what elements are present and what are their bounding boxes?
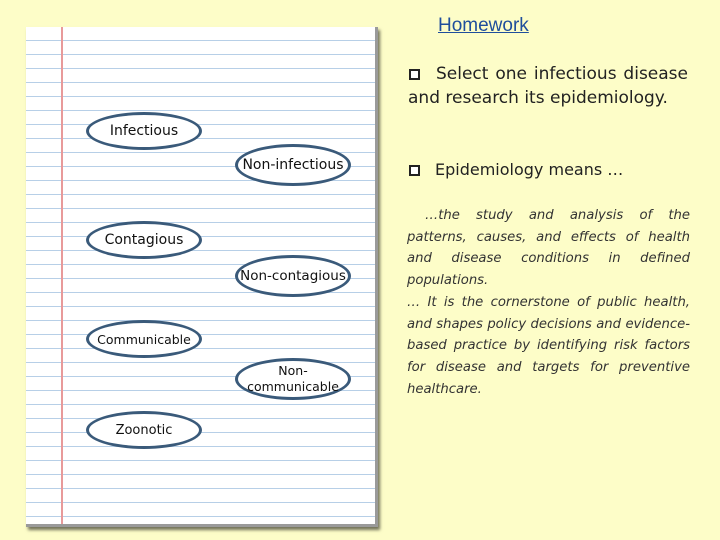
definition-paragraph (407, 205, 690, 400)
bullet-square-icon (409, 165, 420, 176)
oval-non-infectious (235, 144, 351, 186)
oval-contagious (86, 221, 202, 259)
oval-non-contagious (235, 255, 351, 297)
page-title: Homework (438, 15, 529, 36)
definition-paragraph-line1: …the study and analysis of the patterns, causes, and effects of health and disease conditions in defined populations. (407, 208, 690, 289)
bullet-homework-task-text: Select one infectious disease and research its epidemiology. (408, 64, 688, 108)
oval-infectious-label: Infectious (109, 123, 179, 139)
oval-non-communicable (235, 358, 351, 400)
bullet-epidemiology-definition (435, 160, 695, 179)
oval-communicable (86, 320, 202, 358)
definition-paragraph-line2: … It is the cornerstone of public health, and shapes policy decisions and evidence-based practice by identifying risk factors for disease and targets for preventive healthcare. (407, 294, 690, 397)
margin-line (61, 27, 63, 524)
oval-non-infectious-label: Non-infectious (242, 156, 344, 173)
oval-communicable-label: Communicable (97, 331, 191, 347)
oval-infectious (86, 112, 202, 150)
oval-non-contagious-label: Non-contagious (240, 267, 346, 284)
oval-zoonotic-label: Zoonotic (115, 422, 173, 438)
oval-contagious-label: Contagious (104, 232, 184, 248)
bullet-epidemiology-definition-text: Epidemiology means … (435, 160, 624, 179)
oval-zoonotic (86, 411, 202, 449)
oval-non-communicable-label: Non-communicable (247, 363, 339, 394)
bullet-homework-task (408, 62, 688, 110)
